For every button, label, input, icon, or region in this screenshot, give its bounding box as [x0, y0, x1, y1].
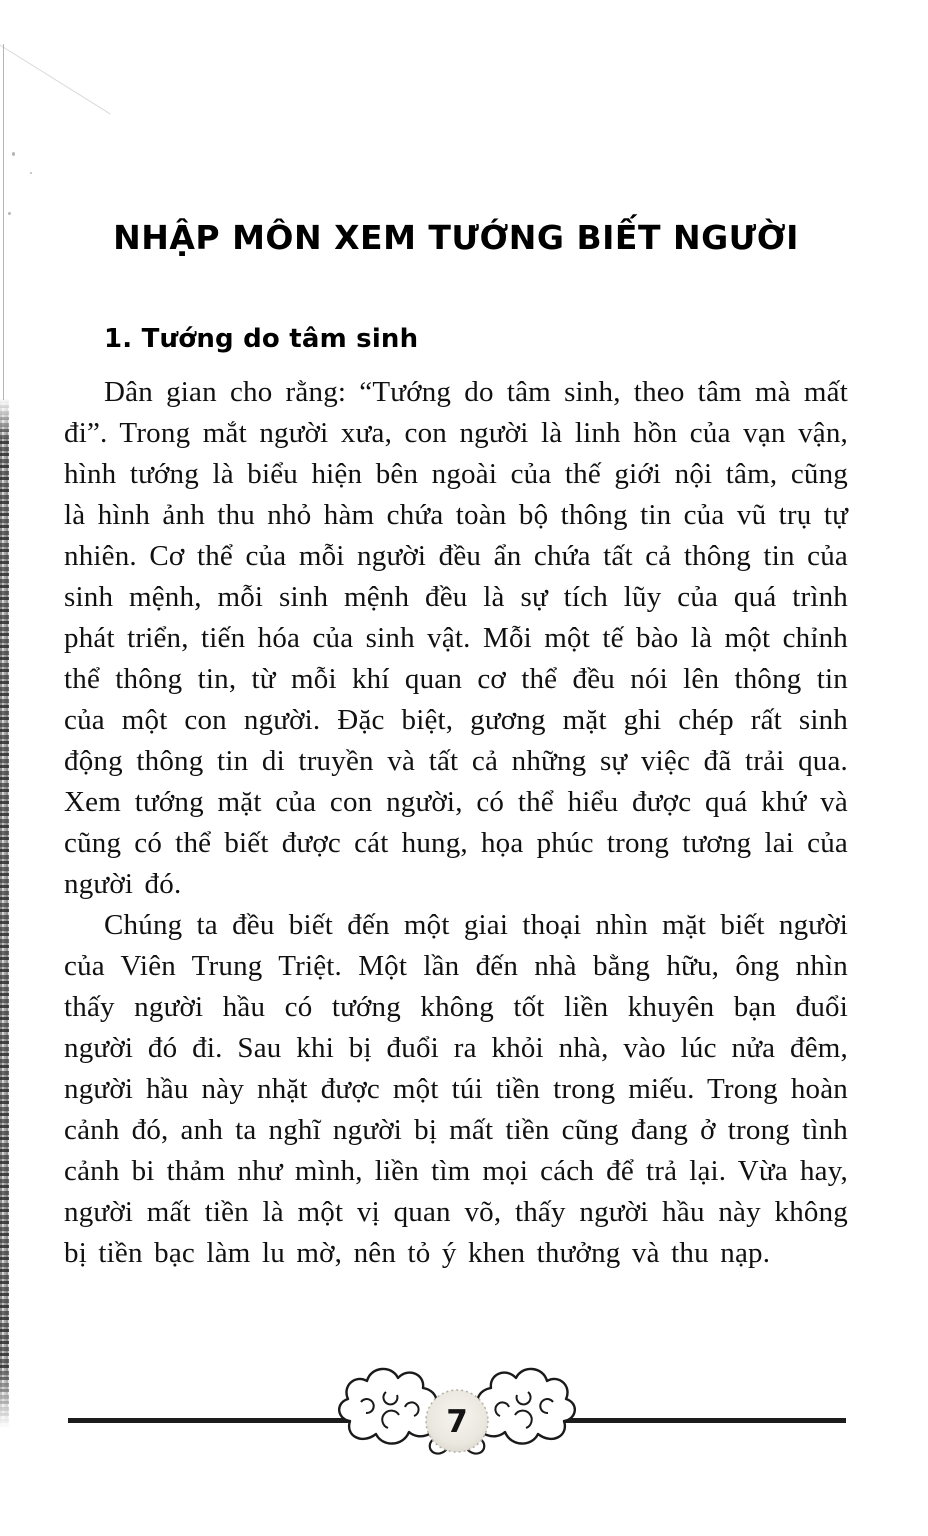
body-text [64, 372, 848, 1274]
paragraph: Chúng ta đều biết đến một giai thoại nhìn mặt biết người của Viên Trung Triệt. Một lần đến nhà bằng hữu, ông nhìn thấy người hầu có tướng không tốt liền khuyên bạn đuổi người đó đi. Sau khi bị đuổi ra khỏi nhà, vào lúc nửa đêm, người hầu này nhặt được một túi tiền trong miếu. Trong hoàn cảnh đó, anh ta nghĩ người bị mất tiền cũng đang ở trong tình cảnh bi thảm như mình, liền tìm mọi cách để trả lại. Vừa hay, người mất tiền là một vị quan võ, thấy người hầu này không bị tiền bạc làm lu mờ, nên tỏ ý khen thưởng và thu nạp. [64, 909, 848, 1269]
scan-binding-shadow [0, 398, 9, 1428]
paragraph: Dân gian cho rằng: “Tướng do tâm sinh, theo tâm mà mất đi”. Trong mắt người xưa, con người là linh hồn của vạn vận, hình tướng là biểu hiện bên ngoài của thế giới nội tâm, cũng là hình ảnh thu nhỏ hàm chứa toàn bộ thông tin của vũ trụ tự nhiên. Cơ thể của mỗi người đều ẩn chứa tất cả thông tin của sinh mệnh, mỗi sinh mệnh đều là sự tích lũy của quá trình phát triển, tiến hóa của sinh vật. Mỗi một tế bào là một chỉnh thể thông tin, từ mỗi khí quan cơ thể đều nói lên thông tin của một con người. Đặc biệt, gương mặt ghi chép rất sinh động thông tin di truyền và tất cả những sự việc đã trải qua. Xem tướng mặt của con người, có thể hiểu được quá khứ và cũng có thể biết được cát hung, họa phúc trong tương lai của người đó. [64, 376, 848, 900]
page-number: 7 [446, 1404, 468, 1440]
section-heading: 1. Tướng do tâm sinh [104, 324, 419, 354]
scan-edge-hairline [3, 44, 4, 400]
scan-speck [8, 212, 11, 215]
scan-corner-crease [0, 42, 110, 114]
scan-speck [30, 172, 32, 174]
chapter-title: NHẬP MÔN XEM TƯỚNG BIẾT NGƯỜI [113, 218, 799, 257]
footer-rule-left [68, 1418, 354, 1423]
footer-rule-right [560, 1418, 846, 1423]
scan-speck [12, 152, 15, 156]
